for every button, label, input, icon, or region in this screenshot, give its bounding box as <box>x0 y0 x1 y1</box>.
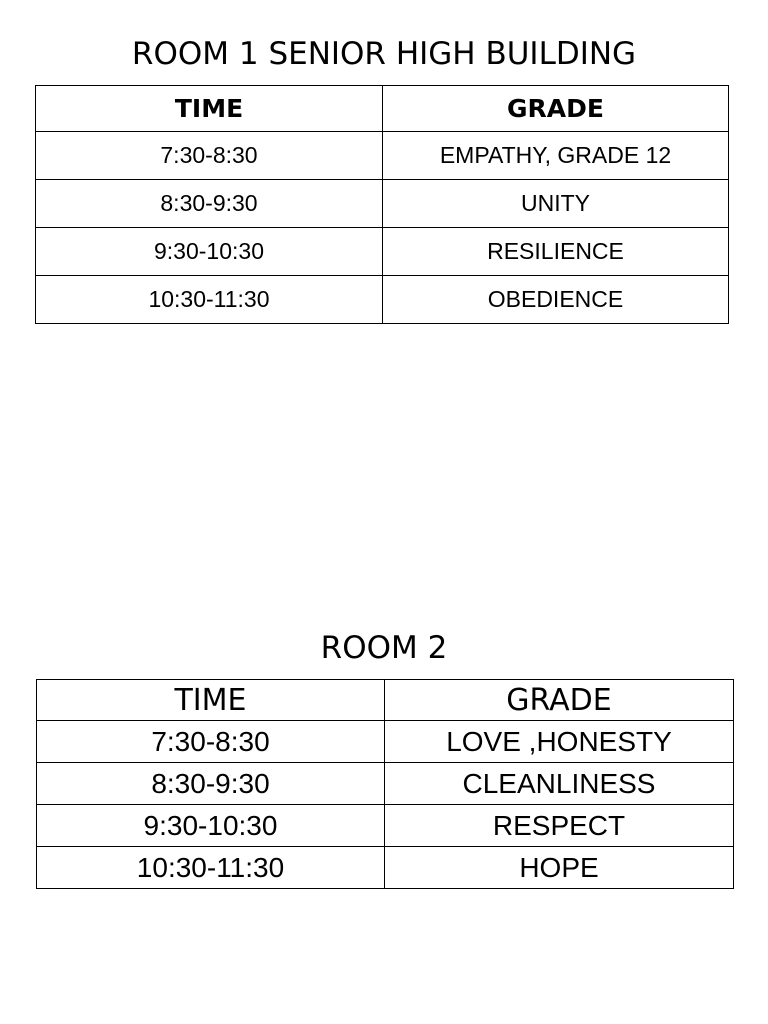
time-column-header: TIME <box>37 680 385 721</box>
grade-cell: HOPE <box>385 847 734 889</box>
time-cell: 9:30-10:30 <box>37 805 385 847</box>
room1-title: ROOM 1 SENIOR HIGH BUILDING <box>131 36 637 72</box>
room2-title: ROOM 2 <box>320 630 448 666</box>
time-cell: 10:30-11:30 <box>37 847 385 889</box>
time-column-header: TIME <box>36 86 383 132</box>
table-header-row <box>36 86 729 132</box>
table-row <box>36 276 729 324</box>
table-row <box>37 805 734 847</box>
grade-cell: OBEDIENCE <box>383 276 729 324</box>
grade-column-header: GRADE <box>385 680 734 721</box>
time-cell: 10:30-11:30 <box>36 276 383 324</box>
grade-cell: CLEANLINESS <box>385 763 734 805</box>
room1-schedule-table <box>35 85 729 324</box>
time-cell: 7:30-8:30 <box>36 132 383 180</box>
grade-cell: RESILIENCE <box>383 228 729 276</box>
time-cell: 7:30-8:30 <box>37 721 385 763</box>
grade-cell: RESPECT <box>385 805 734 847</box>
table-row <box>36 132 729 180</box>
time-cell: 8:30-9:30 <box>36 180 383 228</box>
table-row <box>37 721 734 763</box>
time-cell: 8:30-9:30 <box>37 763 385 805</box>
grade-cell: EMPATHY, GRADE 12 <box>383 132 729 180</box>
table-row <box>37 763 734 805</box>
time-cell: 9:30-10:30 <box>36 228 383 276</box>
table-row <box>36 228 729 276</box>
grade-cell: UNITY <box>383 180 729 228</box>
room2-schedule-table <box>36 679 734 889</box>
table-row <box>37 847 734 889</box>
grade-column-header: GRADE <box>383 86 729 132</box>
table-row <box>36 180 729 228</box>
grade-cell: LOVE ,HONESTY <box>385 721 734 763</box>
table-header-row <box>37 680 734 721</box>
